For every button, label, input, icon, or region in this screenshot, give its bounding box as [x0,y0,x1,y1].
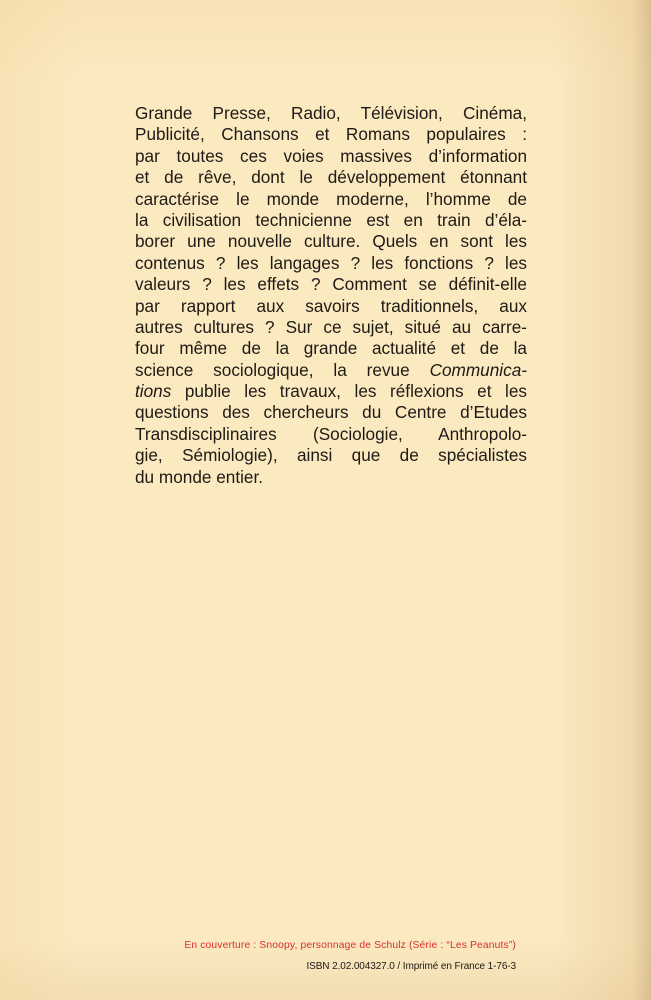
blurb-line: contenus ? les langages ? les fonctions ? les [135,252,527,273]
blurb-text: science sociologique, la revue [135,359,430,380]
blurb-line: autres cultures ? Sur ce sujet, situé au carre- [135,316,527,337]
isbn-line: ISBN 2.02.004327.0 / Imprimé en France 1-76-3 [306,961,516,972]
blurb-line: Grande Presse, Radio, Télévision, Cinéma, [135,103,527,123]
blurb-line: borer une nouvelle culture. Quels en sont les [135,231,527,252]
blurb-line: la civilisation technicienne est en train d’éla- [135,209,527,230]
cover-credit: En couverture : Snoopy, personnage de Schulz (Série : “Les Peanuts”) [184,940,516,951]
blurb-line [135,360,527,381]
blurb-line: valeurs ? les effets ? Comment se définit-elle [135,274,527,295]
journal-title-italic: Communica- [429,359,527,380]
blurb-line: par toutes ces voies massives d’information [135,145,527,166]
blurb-line: du monde entier. [135,466,264,487]
blurb-line: gie, Sémiologie), ainsi que de spécialistes [135,445,527,466]
blurb-text: publie les travaux, les réflexions et les [171,381,527,402]
blurb-line: Transdisciplinaires (Sociologie, Anthropolo- [135,423,527,444]
blurb-line: et de rêve, dont le développement étonnant [135,167,527,188]
blurb-line: caractérise le monde moderne, l’homme de [135,188,527,209]
blurb-line: par rapport aux savoirs traditionnels, aux [135,295,527,316]
blurb-line: questions des chercheurs du Centre d’Etudes [135,402,527,423]
journal-title-italic: tions [135,381,172,402]
blurb-line [135,381,527,402]
blurb-paragraph [135,103,527,488]
blurb-line: Publicité, Chansons et Romans populaires : [135,124,527,145]
blurb-line: four même de la grande actualité et de la [135,338,527,359]
